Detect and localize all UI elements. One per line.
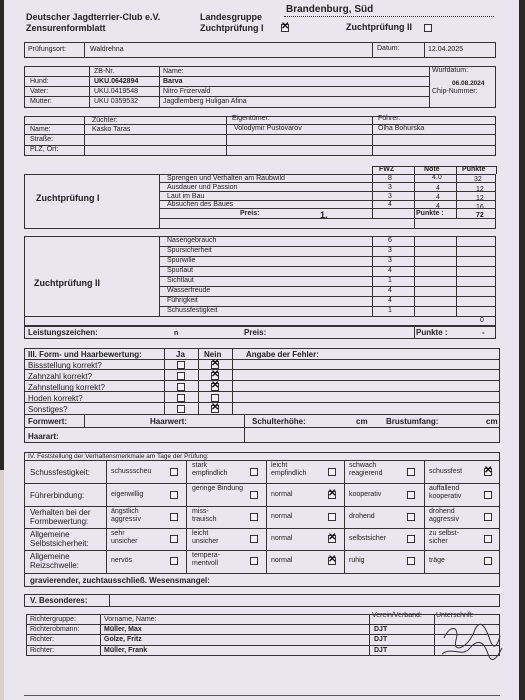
verein-header: Verein/Verband: (372, 612, 422, 619)
vater-zb: UKU.0419548 (94, 88, 138, 95)
zuechter-value: Kasko Taras (92, 126, 131, 133)
behavior-checkbox[interactable] (170, 513, 178, 521)
datum-value: 12.04.2025 (428, 46, 464, 53)
form-row-label: Bissstellung korrekt? (28, 361, 102, 370)
behavior-option: eigenwillig (111, 491, 144, 498)
behavior-option: zu selbst-sicher (429, 530, 459, 545)
form-ja-checkbox[interactable] (177, 394, 185, 402)
form-nein-checkbox[interactable] (211, 383, 219, 391)
form-sheet (4, 0, 519, 700)
zp2-row-label: Nasengebrauch (167, 237, 217, 244)
behavior-option: schussfest (429, 468, 463, 475)
formwert-label: Formwert: (28, 417, 68, 426)
wurfdatum-label: Wurfdatum: (432, 67, 469, 74)
strasse-label: Straße: (30, 136, 53, 143)
judge-name: Golze, Fritz (104, 636, 142, 643)
wesensmangel-label: gravierender, zuchtausschließ. Wesensmangel: (30, 576, 210, 585)
signature-image (438, 618, 504, 660)
judge-name-header: Vorname, Name: (104, 616, 157, 623)
pruefungsort-value: Waldrehna (90, 46, 124, 53)
zp2-row-fwz: 4 (388, 287, 392, 294)
form-ja-checkbox[interactable] (177, 383, 185, 391)
wurfdatum-value: 06.08.2024 (452, 80, 485, 87)
richtergruppe-label: Richtergruppe: (30, 616, 76, 623)
zp2-punkte-label: Punkte : (416, 328, 448, 337)
zp1-punkte-label: Punkte : (416, 210, 444, 217)
besonderes-box (24, 594, 500, 607)
fehler-header: Angabe der Fehler: (246, 350, 319, 359)
judge-verein: DJT (374, 647, 388, 654)
behavior-checkbox[interactable] (250, 513, 258, 521)
zp2-row-fwz: 1 (388, 307, 392, 314)
behavior-checkbox[interactable] (407, 468, 415, 476)
chip-label: Chip-Nummer: (432, 88, 478, 95)
behavior-option: normal (271, 557, 293, 564)
zp1-row-label: Sprengen und Verhalten am Raubwild (167, 175, 285, 182)
eigentuemer-value: Volodymir Pustovarov (234, 125, 302, 132)
behavior-checkbox[interactable] (407, 513, 415, 521)
zp2-punkte-value: - (482, 328, 485, 337)
zp1-row-note: 4.0 (432, 174, 442, 181)
vater-name: Nitro Frizervald (163, 88, 211, 95)
zp1-preis-label: Preis: (240, 210, 260, 217)
behavior-option: drohend (349, 513, 375, 520)
zp1-label: Zuchtprüfung I (200, 23, 264, 33)
mutter-name: Jagdlemberg Huligan Afina (163, 98, 247, 105)
behavior-row-label: Allgemeine Reizschwelle: (30, 552, 79, 570)
behavior-checkbox[interactable] (250, 535, 258, 543)
zp1-row-punkte: 12 (476, 195, 484, 202)
zp1-row-fwz: 4 (388, 201, 392, 208)
zp2-row-fwz: 3 (388, 247, 392, 254)
behavior-checkbox[interactable] (170, 557, 178, 565)
form-row-label: Zahnzahl korrekt? (28, 372, 93, 381)
zp1-row-punkte: 12 (476, 186, 484, 193)
nein-header: Nein (204, 350, 222, 359)
zp1-checkbox[interactable] (281, 24, 289, 32)
zp1-row-label: Laut im Bau (167, 193, 205, 200)
judge-name: Müller, Frank (104, 647, 148, 654)
fwz-header: FWZ (379, 166, 395, 173)
judge-role: Richter: (30, 636, 55, 643)
zp2-row-fwz: 6 (388, 237, 392, 244)
judge-role: Richter: (30, 647, 55, 654)
zp1-row-label: Ausdauer und Passion (167, 184, 238, 191)
dog-name: Barva (163, 78, 183, 85)
zb-header: ZB-Nr. (94, 68, 115, 75)
zp2-row-label: Schussfestigkeit (167, 307, 218, 314)
judges-table (26, 614, 500, 656)
behavior-checkbox[interactable] (484, 491, 492, 499)
behavior-option: schussscheu (111, 468, 152, 475)
zp1-punkte-value: 72 (476, 212, 484, 219)
form-nein-checkbox[interactable] (211, 372, 219, 380)
dog-row-label: Hund: (30, 78, 49, 85)
zp2-row-label: Spurwille (167, 257, 196, 264)
behavior-option: leicht empfindlich (271, 462, 307, 477)
zp2-title: Zuchtprüfung II (34, 278, 100, 288)
brustumfang-label: Brustumfang: (386, 417, 439, 426)
unterschrift-header: Unterschrift: (436, 612, 474, 619)
behavior-option: auffallend kooperativ (429, 485, 462, 500)
behavior-option: miss-trauisch (192, 508, 217, 523)
zp2-row-fwz: 4 (388, 297, 392, 304)
form-nein-checkbox[interactable] (211, 394, 219, 402)
name-header: Name: (163, 68, 184, 75)
owner-name-label: Name: (30, 126, 51, 133)
dog-zb: UKU.0642894 (94, 78, 139, 85)
behavior-option: normal (271, 513, 293, 520)
behavior-checkbox[interactable] (328, 535, 336, 543)
form-ja-checkbox[interactable] (177, 361, 185, 369)
behavior-option: schwach reagierend (349, 462, 383, 477)
behavior-checkbox[interactable] (250, 491, 258, 499)
zp1-row-note: 4 (436, 194, 440, 201)
form-row-label: Hoden korrekt? (28, 394, 83, 403)
zp1-row-fwz: 3 (388, 193, 392, 200)
ja-header: Ja (176, 350, 185, 359)
zp2-row-label: Spurlaut (167, 267, 194, 274)
behavior-checkbox[interactable] (250, 468, 258, 476)
form-ja-checkbox[interactable] (177, 372, 185, 380)
behavior-option: nervös (111, 557, 133, 564)
behavior-option: ruhig (349, 557, 365, 564)
behavior-checkbox[interactable] (407, 491, 415, 499)
behavior-checkbox[interactable] (407, 535, 415, 543)
haarwert-label: Haarwert: (150, 417, 187, 426)
behavior-checkbox[interactable] (170, 468, 178, 476)
haarart-label: Haarart: (28, 432, 59, 441)
form-nein-checkbox[interactable] (211, 405, 219, 413)
behavior-checkbox[interactable] (484, 557, 492, 565)
besonderes-label: V. Besonderes: (30, 596, 88, 605)
zp1-title: Zuchtprüfung I (36, 193, 100, 203)
behavior-checkbox[interactable] (328, 557, 336, 565)
behavior-option: tempera-mentvoll (192, 552, 221, 567)
behavior-option: ängstlich aggressiv (111, 508, 141, 523)
behavior-option: leicht unsicher (192, 530, 219, 545)
behavior-checkbox[interactable] (328, 468, 336, 476)
zp2-row-label: Sichtlaut (167, 277, 194, 284)
landesgruppe-value: Brandenburg, Süd (286, 4, 374, 15)
zp2-label: Zuchtprüfung II (346, 22, 412, 32)
judge-name: Müller, Max (104, 626, 142, 633)
zuechter-label: Züchter: (92, 117, 118, 124)
fuehrer-value: Olha Bohurska (378, 125, 425, 132)
behavior-checkbox[interactable] (484, 513, 492, 521)
zp2-row-fwz: 1 (388, 277, 392, 284)
behavior-checkbox[interactable] (407, 557, 415, 565)
judge-verein: DJT (374, 636, 388, 643)
judge-verein: DJT (374, 626, 388, 633)
behavior-title: IV. Feststellung der Verhaltensmerkmale am Tage der Prüfung: (28, 453, 209, 460)
judge-role: Richterobmann: (30, 626, 80, 633)
behavior-row-label: Führerbindung: (30, 491, 85, 500)
zp2-preis-label: Preis: (244, 328, 267, 337)
behavior-checkbox[interactable] (170, 535, 178, 543)
form-title: III. Form- und Haarbewertung: (28, 350, 142, 359)
behavior-checkbox[interactable] (328, 491, 336, 499)
behavior-checkbox[interactable] (250, 557, 258, 565)
behavior-option: selbstsicher (349, 535, 386, 542)
club-name: Deutscher Jagdterrier-Club e.V. (26, 12, 161, 22)
form-row-label: Sonstiges? (28, 405, 68, 414)
behavior-option: kooperativ (349, 491, 382, 498)
zp2-row-label: Führigkeit (167, 297, 198, 304)
datum-label: Datum: (377, 45, 400, 52)
behavior-option: normal (271, 491, 293, 498)
zp2-row-fwz: 3 (388, 257, 392, 264)
leistungszeichen-label: Leistungszeichen: (28, 328, 98, 337)
eigentuemer-label: Eigentümer: (232, 115, 270, 122)
behavior-checkbox[interactable] (328, 513, 336, 521)
form-title: Zensurenformblatt (26, 23, 106, 33)
form-ja-checkbox[interactable] (177, 405, 185, 413)
zp1-row-note: 4 (436, 185, 440, 192)
zp1-row-fwz: 8 (388, 175, 392, 182)
zp2-row-label: Wasserfreude (167, 287, 211, 294)
zp2-sum: 0 (480, 317, 484, 324)
zp1-row-label: Absuchen des Baues (167, 201, 234, 208)
zp1-row-note: 4 (436, 203, 440, 210)
mutter-zb: UKU 0359532 (94, 98, 138, 105)
behavior-option: sehr unsicher (111, 530, 138, 545)
landesgruppe-label: Landesgruppe (200, 12, 263, 22)
form-row-label: Zahnstellung korrekt? (28, 383, 105, 392)
zp1-preis-value: 1. (320, 210, 328, 220)
behavior-row-label: Verhalten bei der Formbewertung: (30, 508, 91, 526)
punkte-header: Punkte (462, 166, 486, 173)
zp1-row-punkte: 16 (476, 204, 484, 211)
cm-unit: cm (486, 417, 498, 426)
zp2-row-fwz: 4 (388, 267, 392, 274)
behavior-row-label: Allgemeine Selbstsicherheit: (30, 530, 89, 548)
zp2-row-label: Spursicherheit (167, 247, 212, 254)
pruefungsort-label: Prüfungsort: (28, 46, 67, 53)
behavior-option: träge (429, 557, 445, 564)
behavior-option: normal (271, 535, 293, 542)
zp2-checkbox[interactable] (424, 24, 432, 32)
zp1-row-fwz: 3 (388, 184, 392, 191)
behavior-checkbox[interactable] (484, 535, 492, 543)
behavior-option: geringe Bindung (192, 485, 243, 492)
leistungszeichen-value: n (174, 330, 179, 337)
cm-unit: cm (356, 417, 368, 426)
fuehrer-label: Führer: (378, 115, 401, 122)
behavior-checkbox[interactable] (170, 491, 178, 499)
behavior-checkbox[interactable] (484, 468, 492, 476)
note-header: Note (424, 166, 440, 173)
plz-label: PLZ, Ort: (30, 146, 59, 153)
behavior-option: stark empfindlich (192, 462, 228, 477)
behavior-row-label: Schussfestigkeit: (30, 468, 91, 477)
form-nein-checkbox[interactable] (211, 361, 219, 369)
mutter-label: Mutter: (30, 98, 52, 105)
behavior-option: drohend aggressiv (429, 508, 459, 523)
vater-label: Vater: (30, 88, 49, 95)
zp1-row-punkte: 32 (474, 176, 482, 183)
schulterhoehe-label: Schulterhöhe: (252, 417, 306, 426)
